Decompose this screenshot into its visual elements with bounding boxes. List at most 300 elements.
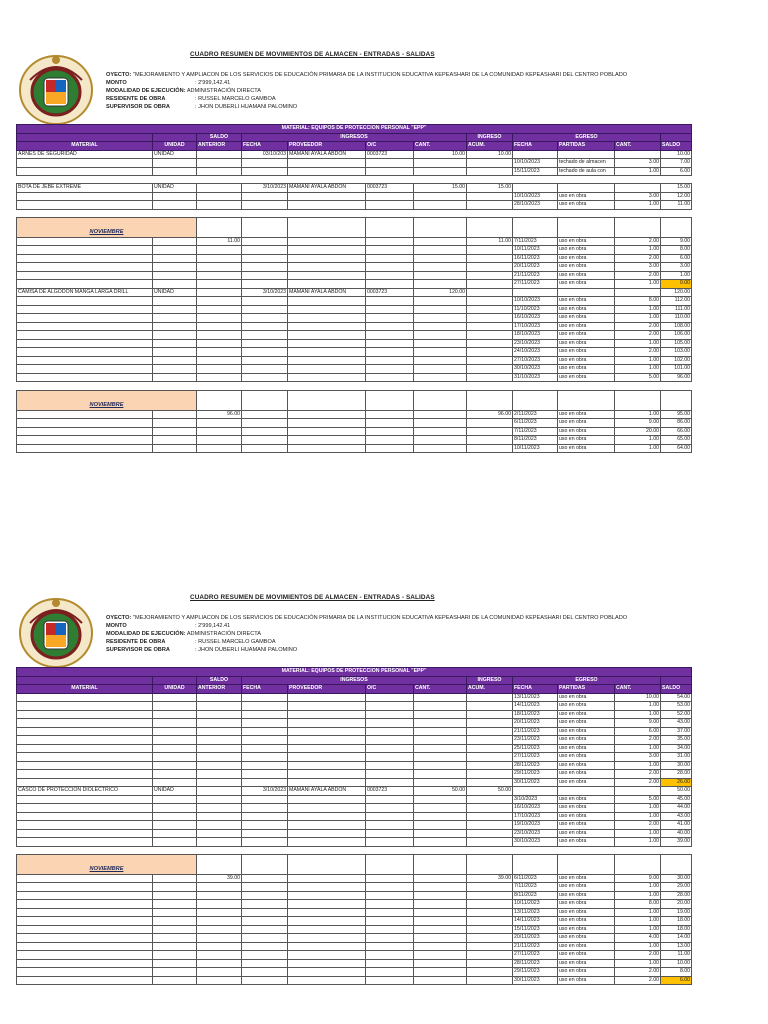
cell-acum (467, 934, 513, 943)
cell-partida: uso en obra (558, 829, 615, 838)
cell-egreso-cant: 2.00 (615, 968, 661, 977)
resident-value: : RUSSEL MARCELO GAMBOA (195, 639, 276, 645)
empty-cell (288, 854, 366, 874)
month-label: NOVIEMBRE (17, 854, 197, 874)
cell-material (17, 322, 153, 331)
cell-proveedor (288, 874, 366, 883)
cell-anterior (197, 702, 242, 711)
cell-material (17, 436, 153, 445)
cell-egreso-cant (615, 184, 661, 193)
cell-partida: uso en obra (558, 770, 615, 779)
cell-acum (467, 804, 513, 813)
col-partidas: PARTIDAS (558, 142, 615, 151)
cell-saldo: 106.00 (661, 331, 692, 340)
cell-saldo: 43.00 (661, 719, 692, 728)
cell-egreso-cant: 1.00 (615, 744, 661, 753)
cell-unidad (153, 727, 197, 736)
cell-egreso-fecha: 8/11/2023 (513, 436, 558, 445)
empty-cell (288, 390, 366, 410)
cell-egreso-fecha: 27/10/2023 (513, 356, 558, 365)
cell-egreso-fecha: 20/11/2023 (513, 719, 558, 728)
cell-egreso-fecha: 14/11/2023 (513, 702, 558, 711)
cell-material (17, 271, 153, 280)
cell-anterior (197, 976, 242, 985)
cell-egreso-cant: 8.00 (615, 900, 661, 909)
cell-oc (366, 192, 414, 201)
cell-saldo: 66.00 (661, 427, 692, 436)
cell-egreso-fecha: 30/10/2023 (513, 838, 558, 847)
cell-fecha (242, 410, 288, 419)
cell-saldo: 108.00 (661, 322, 692, 331)
cell-acum (467, 348, 513, 357)
cell-unidad (153, 917, 197, 926)
cell-oc (366, 710, 414, 719)
cell-oc (366, 770, 414, 779)
cell-egreso-cant: 1.00 (615, 761, 661, 770)
cell-material (17, 753, 153, 762)
cell-cant (414, 770, 467, 779)
amount-value: : 2'999,142.41 (195, 623, 231, 629)
cell-egreso-fecha: 6/11/2023 (513, 419, 558, 428)
cell-proveedor (288, 744, 366, 753)
cell-partida: uso en obra (558, 263, 615, 272)
cell-saldo: 7.00 (661, 159, 692, 168)
cell-unidad (153, 693, 197, 702)
cell-egreso-cant: 1.00 (615, 710, 661, 719)
table-row (17, 727, 692, 736)
cell-fecha (242, 925, 288, 934)
cell-proveedor (288, 761, 366, 770)
col-unidad: UNIDAD (153, 142, 197, 151)
cell-fecha (242, 795, 288, 804)
cell-proveedor: MAMANI AYALA ABDON (288, 184, 366, 193)
table-row (17, 348, 692, 357)
cell-anterior (197, 348, 242, 357)
cell-proveedor (288, 167, 366, 176)
cell-anterior (197, 829, 242, 838)
empty-cell (615, 390, 661, 410)
egreso-header: EGRESO (513, 133, 661, 142)
cell-anterior (197, 934, 242, 943)
cell-fecha (242, 254, 288, 263)
cell-egreso-cant: 1.00 (615, 908, 661, 917)
cell-cant (414, 419, 467, 428)
cell-cant (414, 934, 467, 943)
cell-partida: uso en obra (558, 908, 615, 917)
cell-unidad (153, 322, 197, 331)
cell-unidad (153, 795, 197, 804)
cell-egreso-fecha: 28/11/2023 (513, 959, 558, 968)
report-header (0, 46, 768, 125)
cell-unidad: UNIDAD (153, 184, 197, 193)
empty-cell (558, 390, 615, 410)
table-row (17, 959, 692, 968)
cell-cant (414, 201, 467, 210)
cell-oc (366, 305, 414, 314)
cell-material: BOTA DE JEBE EXTREME (17, 184, 153, 193)
cell-oc: 0003723 (366, 288, 414, 297)
cell-proveedor (288, 812, 366, 821)
cell-oc (366, 968, 414, 977)
table-row (17, 710, 692, 719)
cell-acum (467, 167, 513, 176)
movements-table-wrap (16, 124, 691, 453)
cell-anterior (197, 331, 242, 340)
cell-egreso-fecha: 16/10/2023 (513, 804, 558, 813)
cell-anterior (197, 184, 242, 193)
cell-material (17, 365, 153, 374)
cell-egreso-fecha: 10/11/2023 (513, 444, 558, 453)
cell-unidad (153, 356, 197, 365)
cell-partida: uso en obra (558, 339, 615, 348)
cell-anterior (197, 288, 242, 297)
col-unidad: UNIDAD (153, 685, 197, 694)
cell-proveedor (288, 900, 366, 909)
cell-saldo: 103.00 (661, 348, 692, 357)
cell-saldo: 30.00 (661, 874, 692, 883)
cell-fecha (242, 874, 288, 883)
cell-egreso-cant: 1.00 (615, 305, 661, 314)
cell-acum (467, 744, 513, 753)
cell-saldo: 1.00 (661, 271, 692, 280)
cell-anterior (197, 322, 242, 331)
cell-fecha (242, 314, 288, 323)
cell-egreso-fecha: 7/11/2023 (513, 237, 558, 246)
cell-proveedor: MAMANI AYALA ABDON (288, 787, 366, 796)
table-row (17, 812, 692, 821)
cell-partida: uso en obra (558, 322, 615, 331)
cell-saldo: 35.00 (661, 736, 692, 745)
cell-unidad (153, 951, 197, 960)
cell-proveedor (288, 908, 366, 917)
cell-oc (366, 838, 414, 847)
cell-unidad (153, 908, 197, 917)
cell-material (17, 925, 153, 934)
table-row (17, 280, 692, 289)
cell-unidad: UNIDAD (153, 787, 197, 796)
supervisor-value: : JHON DUBERLI HUAMANI PALOMINO (195, 104, 298, 110)
cell-acum (467, 778, 513, 787)
cell-proveedor (288, 159, 366, 168)
cell-anterior (197, 778, 242, 787)
table-row (17, 444, 692, 453)
cell-cant (414, 821, 467, 830)
cell-oc (366, 339, 414, 348)
cell-acum (467, 322, 513, 331)
cell-oc (366, 201, 414, 210)
cell-egreso-cant: 1.00 (615, 314, 661, 323)
cell-fecha (242, 976, 288, 985)
cell-proveedor (288, 710, 366, 719)
cell-saldo: 3.00 (661, 263, 692, 272)
cell-oc (366, 167, 414, 176)
cell-fecha (242, 829, 288, 838)
empty-cell (513, 854, 558, 874)
cell-acum (467, 288, 513, 297)
municipality-logo (16, 593, 96, 669)
cell-oc (366, 297, 414, 306)
cell-egreso-fecha: 28/11/2023 (513, 761, 558, 770)
cell-anterior (197, 891, 242, 900)
cell-egreso-cant: 9.00 (615, 874, 661, 883)
cell-oc (366, 778, 414, 787)
cell-egreso-cant: 2.00 (615, 271, 661, 280)
cell-oc (366, 271, 414, 280)
cell-unidad (153, 254, 197, 263)
empty-cell (414, 854, 467, 874)
movements-table (16, 667, 692, 985)
cell-anterior (197, 787, 242, 796)
cell-material (17, 314, 153, 323)
cell-oc (366, 883, 414, 892)
cell-acum (467, 908, 513, 917)
cell-saldo: 18.00 (661, 917, 692, 926)
table-row (17, 297, 692, 306)
cell-unidad (153, 237, 197, 246)
cell-acum (467, 753, 513, 762)
cell-cant (414, 812, 467, 821)
cell-material (17, 305, 153, 314)
cell-egreso-cant: 3.00 (615, 263, 661, 272)
cell-egreso-fecha: 10/10/2023 (513, 159, 558, 168)
cell-saldo: 12.00 (661, 192, 692, 201)
table-section-header (17, 676, 692, 685)
cell-egreso-cant: 1.00 (615, 812, 661, 821)
cell-fecha (242, 968, 288, 977)
cell-egreso-fecha: 3/10/2023 (513, 795, 558, 804)
cell-partida: techado de almacen (558, 159, 615, 168)
cell-anterior (197, 201, 242, 210)
cell-partida: uso en obra (558, 702, 615, 711)
table-row (17, 339, 692, 348)
cell-fecha (242, 942, 288, 951)
cell-egreso-fecha: 6/11/2023 (513, 874, 558, 883)
cell-partida: uso en obra (558, 693, 615, 702)
cell-saldo: 37.00 (661, 727, 692, 736)
cell-oc (366, 795, 414, 804)
table-row (17, 719, 692, 728)
cell-acum (467, 942, 513, 951)
cell-cant (414, 874, 467, 883)
cell-saldo: 95.00 (661, 410, 692, 419)
empty-cell (615, 217, 661, 237)
cell-saldo: 34.00 (661, 744, 692, 753)
cell-material (17, 339, 153, 348)
cell-proveedor: MAMANI AYALA ABDON (288, 288, 366, 297)
cell-partida: uso en obra (558, 254, 615, 263)
cell-oc (366, 812, 414, 821)
cell-egreso-cant: 2.00 (615, 254, 661, 263)
empty-cell (242, 854, 288, 874)
cell-saldo: 28.00 (661, 770, 692, 779)
empty-cell (288, 217, 366, 237)
cell-egreso-fecha: 27/11/2023 (513, 951, 558, 960)
cell-partida: uso en obra (558, 976, 615, 985)
cell-acum (467, 436, 513, 445)
cell-acum (467, 297, 513, 306)
cell-cant (414, 348, 467, 357)
col-fecha: FECHA (242, 142, 288, 151)
cell-material (17, 444, 153, 453)
cell-egreso-fecha: 16/10/2023 (513, 314, 558, 323)
cell-material (17, 951, 153, 960)
cell-anterior (197, 770, 242, 779)
cell-fecha (242, 373, 288, 382)
cell-anterior (197, 263, 242, 272)
col-cant: CANT. (414, 685, 467, 694)
col-proveedor: PROVEEDOR (288, 142, 366, 151)
cell-oc (366, 719, 414, 728)
cell-unidad (153, 702, 197, 711)
table-row (17, 288, 692, 297)
cell-fecha (242, 838, 288, 847)
col-material: MATERIAL (17, 142, 153, 151)
cell-saldo: 6.00 (661, 254, 692, 263)
saldo-header: SALDO (197, 676, 242, 685)
cell-partida: uso en obra (558, 444, 615, 453)
cell-saldo: 10.00 (661, 959, 692, 968)
cell-oc (366, 804, 414, 813)
cell-anterior (197, 419, 242, 428)
cell-anterior (197, 192, 242, 201)
cell-unidad (153, 297, 197, 306)
cell-cant (414, 908, 467, 917)
cell-material (17, 693, 153, 702)
spacer-cell (17, 176, 692, 184)
cell-proveedor (288, 891, 366, 900)
cell-acum (467, 925, 513, 934)
cell-oc (366, 900, 414, 909)
cell-partida: uso en obra (558, 727, 615, 736)
amount-value: : 2'999,142.41 (195, 80, 231, 86)
cell-saldo: 31.00 (661, 753, 692, 762)
cell-proveedor (288, 719, 366, 728)
table-row (17, 787, 692, 796)
cell-material (17, 246, 153, 255)
empty-cell (661, 854, 692, 874)
cell-proveedor (288, 693, 366, 702)
cell-material (17, 829, 153, 838)
cell-saldo: 41.00 (661, 821, 692, 830)
cell-cant: 50.00 (414, 787, 467, 796)
cell-partida: uso en obra (558, 192, 615, 201)
cell-unidad (153, 804, 197, 813)
cell-egreso-cant: 1.00 (615, 201, 661, 210)
cell-unidad (153, 883, 197, 892)
table-row (17, 436, 692, 445)
empty-cell (513, 390, 558, 410)
cell-cant (414, 753, 467, 762)
cell-egreso-cant: 2.00 (615, 348, 661, 357)
cell-proveedor (288, 263, 366, 272)
cell-oc: 0003723 (366, 150, 414, 159)
cell-cant (414, 778, 467, 787)
cell-acum: 15.00 (467, 184, 513, 193)
cell-acum: 11.00 (467, 237, 513, 246)
table-row (17, 968, 692, 977)
cell-partida: uso en obra (558, 753, 615, 762)
cell-fecha (242, 883, 288, 892)
cell-oc: 0003723 (366, 787, 414, 796)
cell-anterior (197, 736, 242, 745)
cell-saldo: 111.00 (661, 305, 692, 314)
cell-unidad (153, 263, 197, 272)
cell-unidad (153, 829, 197, 838)
table-row (17, 874, 692, 883)
cell-unidad: UNIDAD (153, 288, 197, 297)
table-row (17, 804, 692, 813)
cell-fecha (242, 356, 288, 365)
cell-material (17, 761, 153, 770)
cell-partida (558, 288, 615, 297)
cell-unidad (153, 419, 197, 428)
group-title: MATERIAL: EQUIPOS DE PROTECCION PERSONAL "EPP" (17, 668, 692, 677)
cell-acum (467, 246, 513, 255)
cell-proveedor (288, 883, 366, 892)
cell-egreso-cant: 5.00 (615, 373, 661, 382)
cell-anterior (197, 246, 242, 255)
cell-egreso-fecha: 31/10/2023 (513, 373, 558, 382)
cell-egreso-fecha: 16/11/2023 (513, 254, 558, 263)
cell-anterior (197, 925, 242, 934)
cell-oc (366, 410, 414, 419)
cell-egreso-cant: 3.00 (615, 192, 661, 201)
cell-oc (366, 951, 414, 960)
cell-acum (467, 812, 513, 821)
cell-partida: uso en obra (558, 804, 615, 813)
cell-oc (366, 744, 414, 753)
cell-unidad (153, 159, 197, 168)
cell-acum (467, 968, 513, 977)
cell-cant (414, 693, 467, 702)
cell-saldo: 105.00 (661, 339, 692, 348)
cell-cant (414, 159, 467, 168)
cell-proveedor (288, 314, 366, 323)
cell-egreso-cant (615, 150, 661, 159)
modality-label: MODALIDAD DE EJECUCIÓN: (106, 631, 186, 637)
cell-saldo: 39.00 (661, 838, 692, 847)
project-value: "MEJORAMIENTO Y AMPLIACON DE LOS SERVICIOS DE EDUCACIÓN PRIMARIA DE LA INSTITUCION EDUCATIVA KEPEASHARI DE LA COMUNIDAD KEPEASHARI DEL CENTRO POBLADO (132, 72, 628, 78)
cell-partida: uso en obra (558, 419, 615, 428)
table-row (17, 900, 692, 909)
cell-acum (467, 444, 513, 453)
cell-proveedor (288, 925, 366, 934)
movements-table-wrap (16, 667, 691, 985)
spacer-row (17, 209, 692, 217)
cell-proveedor (288, 356, 366, 365)
cell-egreso-cant: 1.00 (615, 167, 661, 176)
table-row (17, 237, 692, 246)
cell-partida: uso en obra (558, 883, 615, 892)
cell-unidad (153, 874, 197, 883)
cell-fecha (242, 297, 288, 306)
cell-proveedor (288, 942, 366, 951)
empty-cell (366, 854, 414, 874)
cell-fecha (242, 804, 288, 813)
cell-egreso-fecha: 23/11/2023 (513, 736, 558, 745)
supervisor-label: SUPERVISOR DE OBRA (106, 104, 170, 110)
cell-cant (414, 951, 467, 960)
cell-acum: 50.00 (467, 787, 513, 796)
cell-anterior (197, 297, 242, 306)
cell-unidad (153, 744, 197, 753)
cell-proveedor (288, 727, 366, 736)
movements-table (16, 124, 692, 453)
cell-oc (366, 159, 414, 168)
cell-egreso-fecha (513, 787, 558, 796)
cell-cant (414, 254, 467, 263)
cell-unidad (153, 314, 197, 323)
